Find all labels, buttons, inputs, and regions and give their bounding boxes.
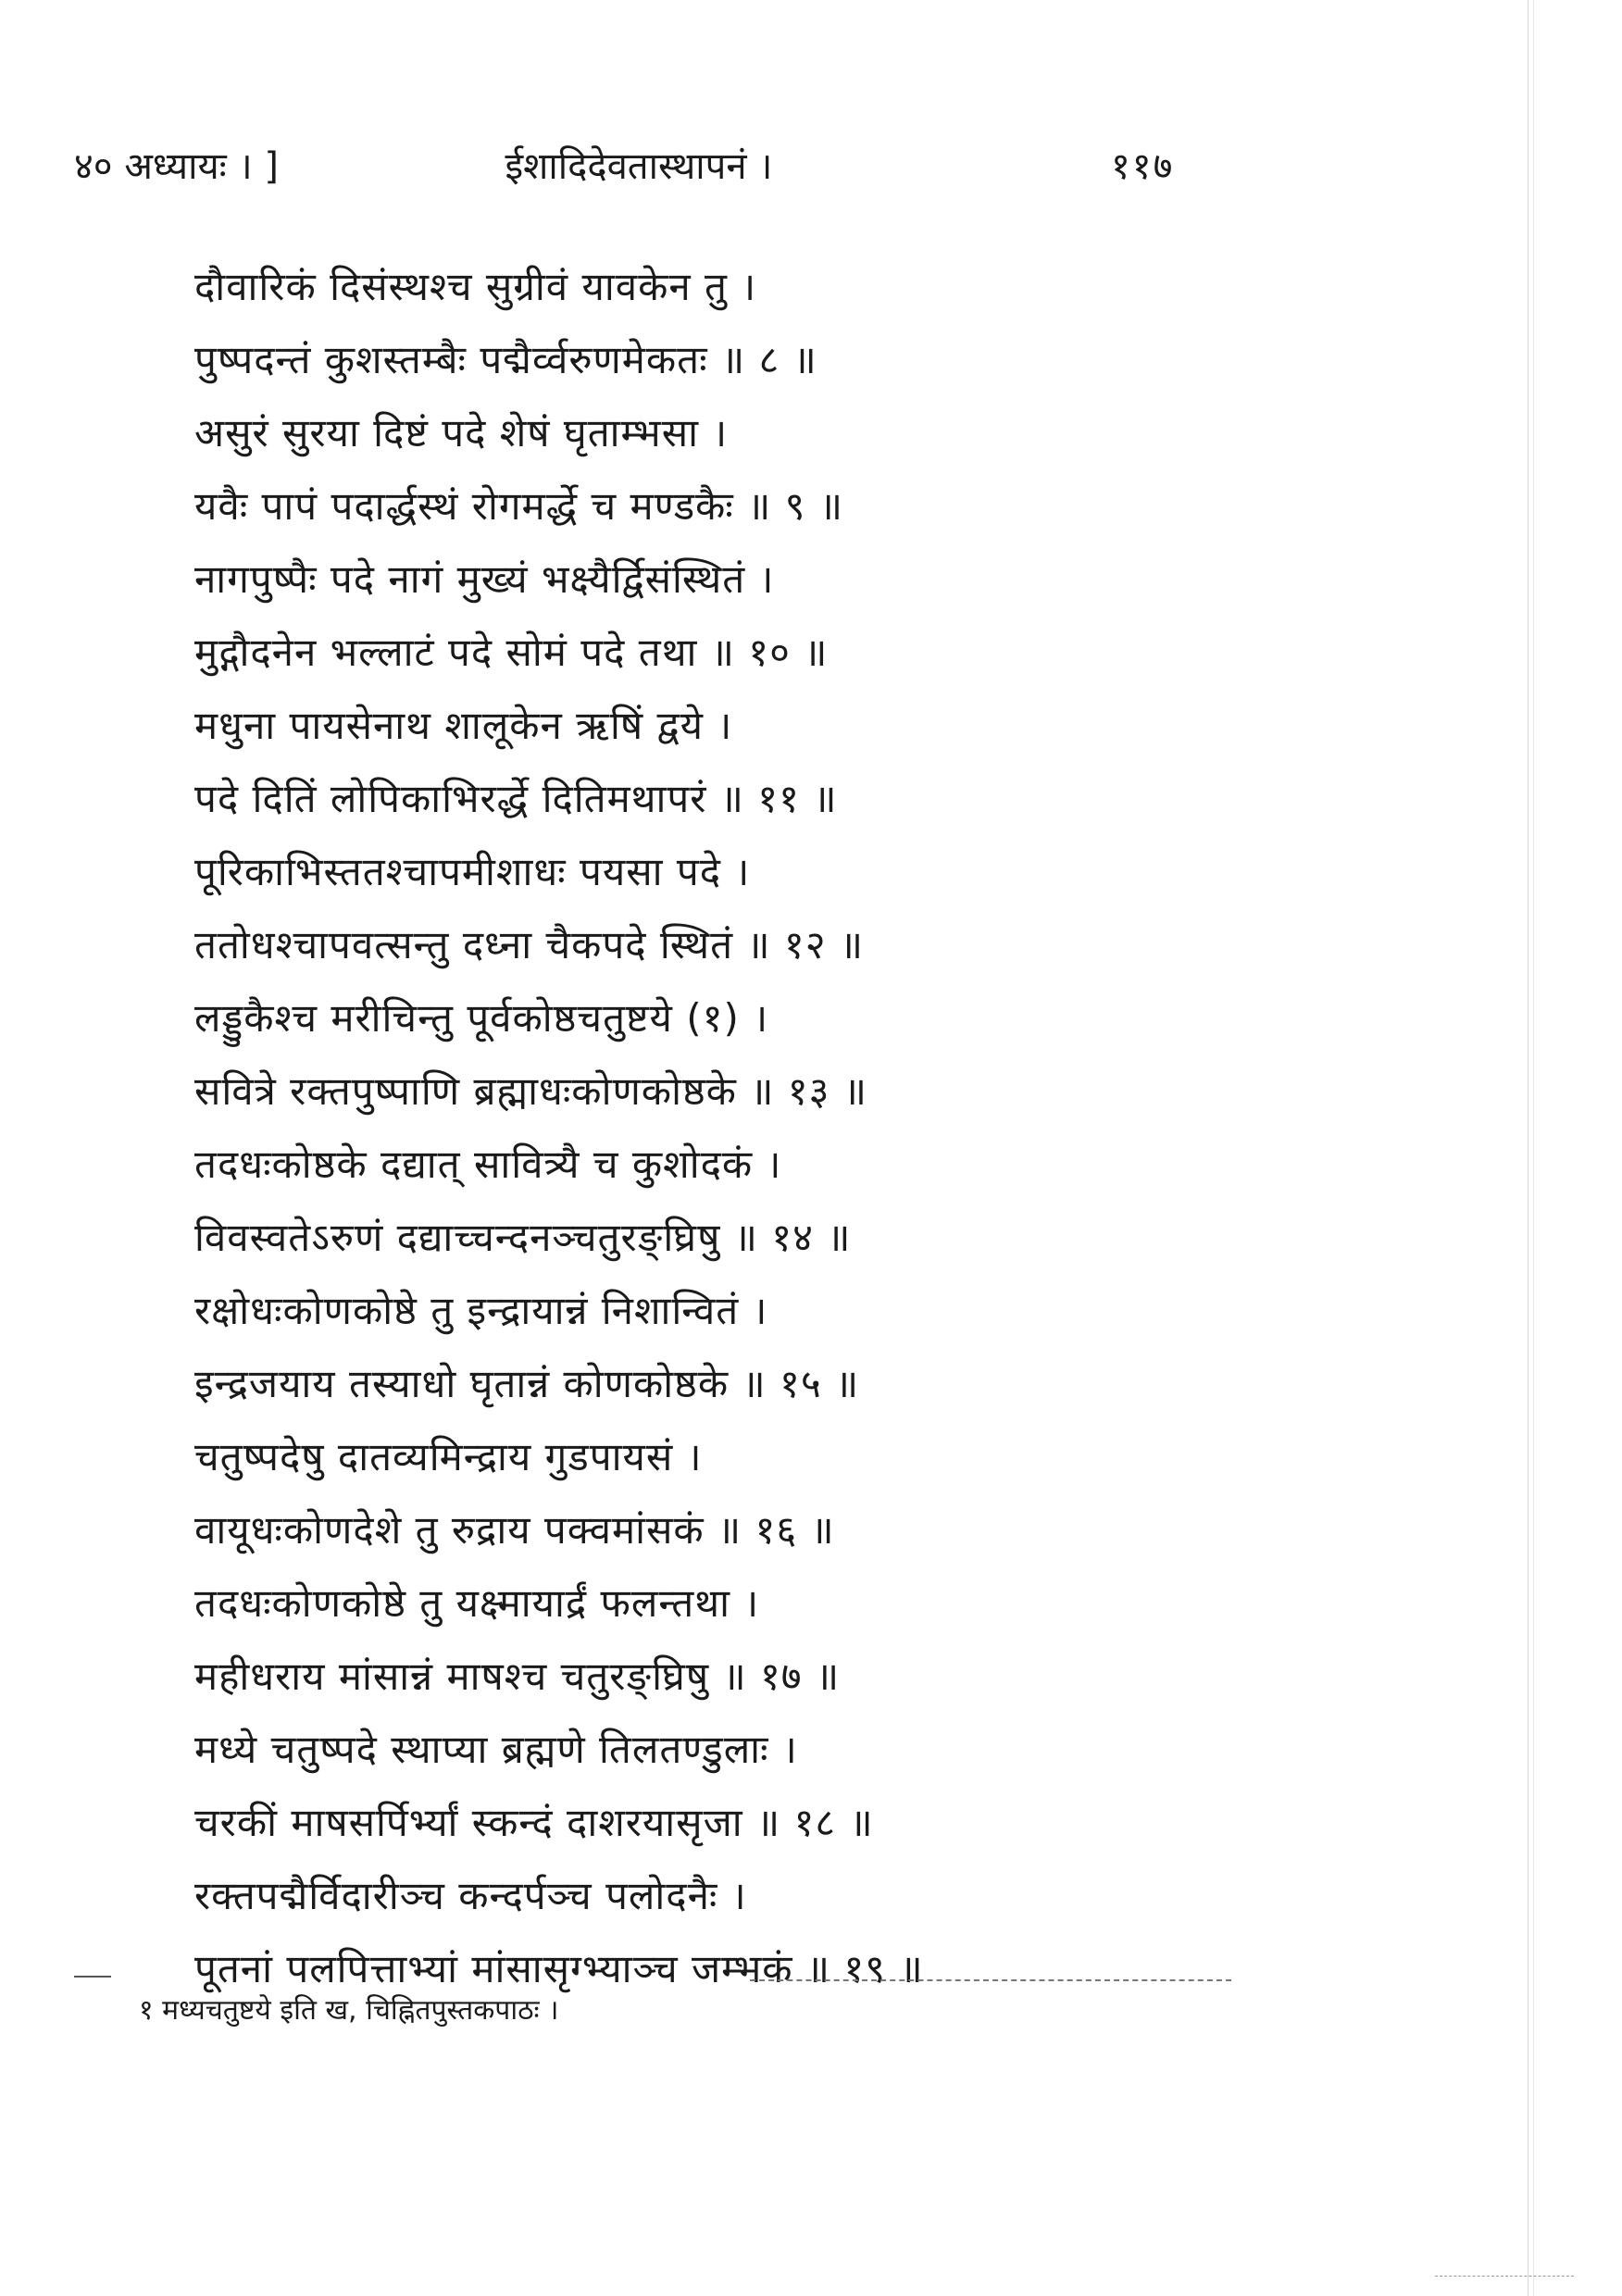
footnote-rule-left bbox=[74, 1976, 111, 1978]
verse-line: दौवारिकं दिसंस्थश्च सुग्रीवं यावकेन तु । bbox=[194, 264, 757, 309]
verse-line: वायूधःकोणदेशे तु रुद्राय पक्वमांसकं ॥ १६ ॥ bbox=[194, 1507, 835, 1553]
verse-list bbox=[194, 250, 1305, 2005]
verse-line: तदधःकोष्ठके दद्यात् सावित्र्यै च कुशोदकं । bbox=[194, 1142, 782, 1187]
verse-line: पूतनां पलपित्ताभ्यां मांसासृग्भ्याञ्च जम्भकं ॥ १९ ॥ bbox=[194, 1946, 924, 1991]
page-title: ईशादिदेवतास्थापनं । bbox=[505, 145, 773, 188]
verse-line: मुद्गौदनेन भल्लाटं पदे सोमं पदे तथा ॥ १० ॥ bbox=[194, 630, 829, 675]
scan-edge-line bbox=[1533, 0, 1534, 2296]
verse-line: रक्तपद्मैर्विदारीञ्च कन्दर्पञ्च पलोदनैः । bbox=[194, 1873, 747, 1918]
scan-artifact-line bbox=[1435, 2276, 1574, 2277]
verse-line: सवित्रे रक्तपुष्पाणि ब्रह्माधःकोणकोष्ठके ॥ १३ ॥ bbox=[194, 1068, 867, 1114]
verse-line: ततोधश्चापवत्सन्तु दध्ना चैकपदे स्थितं ॥ १२ ॥ bbox=[194, 922, 865, 967]
running-header bbox=[0, 139, 1622, 194]
verse-line: यवैः पापं पदार्द्धस्थं रोगमर्द्धे च मण्डकैः ॥ ९ ॥ bbox=[194, 483, 843, 529]
verse-line: चरकीं माषसर्पिर्भ्यां स्कन्दं दाशरयासृजा ॥ १८ ॥ bbox=[194, 1800, 874, 1845]
verse-line: पदे दितिं लोपिकाभिरर्द्धे दितिमथापरं ॥ ११ ॥ bbox=[194, 776, 838, 821]
verse-line: असुरं सुरया दिष्टं पदे शेषं घृताम्भसा । bbox=[194, 410, 729, 455]
verse-line: रक्षोधःकोणकोष्ठे तु इन्द्रायान्नं निशान्वितं । bbox=[194, 1288, 768, 1333]
page-number: ११७ bbox=[1111, 145, 1175, 188]
footnote-rule bbox=[750, 1979, 1231, 1981]
verse-line: पूरिकाभिस्ततश्चापमीशाधः पयसा पदे । bbox=[194, 849, 751, 894]
verse-line: चतुष्पदेषु दातव्यमिन्द्राय गुडपायसं । bbox=[194, 1434, 703, 1479]
footnote: १ मध्यचतुष्टये इति ख, चिह्नितपुस्तकपाठः । bbox=[139, 1994, 559, 2027]
verse-line: मधुना पायसेनाथ शालूकेन ऋषिं द्वये । bbox=[194, 703, 733, 748]
verse-line: मध्ये चतुष्पदे स्थाप्या ब्रह्मणे तिलतण्डुलाः । bbox=[194, 1727, 798, 1772]
verse-line: लड्डुकैश्च मरीचिन्तु पूर्वकोष्ठचतुष्टये (१) । bbox=[194, 995, 769, 1041]
verse-line: नागपुष्पैः पदे नागं मुख्यं भक्ष्यैर्द्विसंस्थितं । bbox=[194, 556, 775, 602]
verse-line: इन्द्रजयाय तस्याधो घृतान्नं कोणकोष्ठके ॥ १५ ॥ bbox=[194, 1361, 860, 1406]
verse-line: महीधराय मांसान्नं माषश्च चतुरङ्घ्रिषु ॥ १७ ॥ bbox=[194, 1653, 841, 1699]
verse-line: विवस्वतेऽरुणं दद्याच्चन्दनञ्चतुरङ्घ्रिषु ॥ १४ ॥ bbox=[194, 1215, 852, 1260]
verse-line: पुष्पदन्तं कुशस्तम्बैः पद्मैर्व्वरुणमेकतः ॥ ८ ॥ bbox=[194, 337, 817, 382]
verse-line: तदधःकोणकोष्ठे तु यक्ष्मायार्द्रं फलन्तथा । bbox=[194, 1580, 760, 1626]
chapter-label: ४० अध्यायः । ] bbox=[74, 145, 279, 188]
